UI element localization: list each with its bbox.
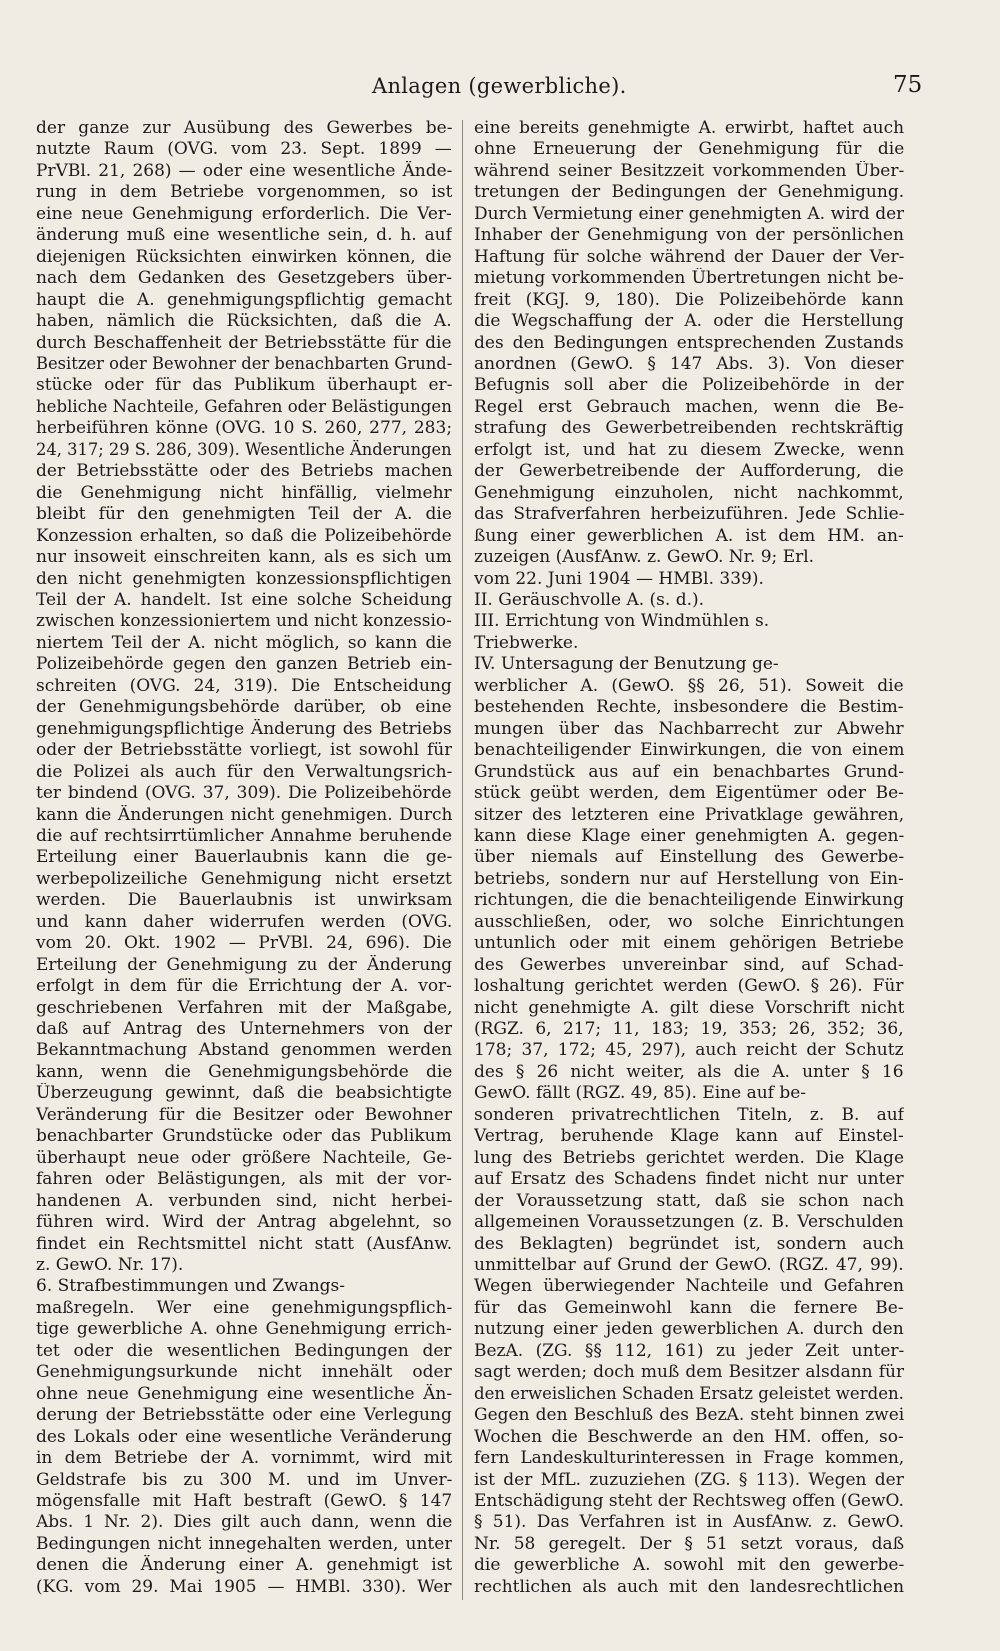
text-line: genehmigungspflichtige Änderung des Betriebs [36, 718, 452, 739]
text-line: rung in dem Betriebe vorgenommen, so ist [36, 182, 452, 203]
text-line: eine neue Genehmigung erforderlich. Die Ver- [36, 203, 452, 224]
text-line: haben, nämlich die Rücksichten, daß die A. [36, 311, 452, 332]
text-line: ohne Erneuerung der Genehmigung für die [474, 139, 904, 160]
text-line: des Gewerbes unvereinbar sind, auf Schad- [474, 954, 904, 975]
text-line: kann diese Klage einer genehmigten A. gegen- [474, 825, 904, 846]
text-line: ist der MfL. zuzuziehen (ZG. § 113). Wegen der [474, 1469, 904, 1490]
text-line: Haftung für solche während der Dauer der Ver- [474, 246, 904, 267]
text-line: Triebwerke. [474, 632, 579, 653]
text-line: lung des Betriebs gerichtet werden. Die Klage [474, 1147, 904, 1168]
text-line: das Strafverfahren herbeizuführen. Jede Schlie- [474, 504, 904, 525]
text-line: des Beklagten) begründet ist, sondern auch [474, 1233, 904, 1254]
text-line: Befugnis soll aber die Polizeibehörde in der [474, 375, 904, 396]
text-line: benachbarter Grundstücke oder das Publikum [36, 1126, 452, 1147]
text-line: den erweislichen Schaden Ersatz geleistet werden. [474, 1383, 904, 1404]
text-line: Entschädigung steht der Rechtsweg offen (GewO. [474, 1491, 904, 1511]
text-line: Vertrag, beruhende Klage kann auf Einstel- [474, 1126, 904, 1147]
text-line: BezA. (ZG. §§ 112, 161) zu jeder Zeit unter- [474, 1340, 904, 1361]
right-text-column [474, 118, 904, 1608]
text-line: Wegen überwiegender Nachteile und Gefahren [474, 1276, 904, 1297]
text-line: ohne neue Genehmigung eine wesentliche Än- [36, 1383, 452, 1404]
text-line: z. GewO. Nr. 17). [36, 1255, 184, 1276]
text-line: in dem Betriebe der A. vornimmt, wird mit [36, 1448, 452, 1469]
text-line: auf Ersatz des Schadens findet nicht nur unter [474, 1169, 904, 1190]
text-line: änderung muß eine wesentliche sein, d. h. auf [36, 225, 452, 246]
text-line: Veränderung für die Besitzer oder Bewohner [36, 1104, 452, 1125]
text-line: überhaupt neue oder größere Nachteile, Ge- [36, 1147, 452, 1168]
text-line: II. Geräuschvolle A. (s. d.). [474, 589, 705, 610]
text-line: freit (KGJ. 9, 180). Die Polizeibehörde kann [474, 289, 904, 310]
text-line: richtungen, die die benachteiligende Einwirkung [474, 890, 904, 911]
text-line: Durch Vermietung einer genehmigten A. wird der [474, 203, 904, 224]
text-line: stücke oder für das Publikum überhaupt er- [36, 375, 452, 396]
text-line: geschriebenen Verfahren mit der Maßgabe, [36, 997, 452, 1018]
text-line: Konzession erhalten, so daß die Polizeibehörde [36, 525, 452, 546]
text-line: kann, wenn die Genehmigungsbehörde die [36, 1061, 452, 1082]
text-line: stück geübt werden, dem Eigentümer oder Be- [474, 783, 904, 804]
text-line: fahren oder Belästigungen, als mit der vor- [36, 1169, 452, 1190]
text-line: 178; 37, 172; 45, 297), auch reicht der Schutz [474, 1040, 904, 1061]
text-line: und kann daher widerrufen werden (OVG. [36, 911, 452, 932]
text-line: bestehenden Rechte, insbesondere die Bestim- [474, 697, 904, 718]
text-line: kann die Änderungen nicht genehmigen. Durch [36, 804, 452, 825]
text-line: sitzer des letzteren eine Privatklage gewähren, [474, 804, 904, 825]
text-line: nutzte Raum (OVG. vom 23. Sept. 1899 — [36, 139, 452, 160]
text-line: nur insoweit einschreiten kann, als es sich um [36, 547, 452, 568]
text-line: werblicher A. (GewO. §§ 26, 51). Soweit die [474, 675, 904, 696]
text-line: schreiten (OVG. 24, 319). Die Entscheidung [36, 675, 452, 696]
text-line: während seiner Besitzzeit vorkommenden Über- [474, 160, 904, 181]
text-line: maßregeln. Wer eine genehmigungspflich- [36, 1297, 452, 1318]
text-line: erfolgt ist, und hat zu diesem Zwecke, wenn [474, 439, 904, 460]
text-line: den nicht genehmigten konzessionspflichtigen [36, 568, 452, 589]
text-line: GewO. fällt (RGZ. 49, 85). Eine auf be- [474, 1083, 807, 1104]
text-line: zuzeigen (AusfAnw. z. GewO. Nr. 9; Erl. [474, 547, 815, 568]
text-line: der Betriebsstätte oder des Betriebs machen [36, 461, 452, 482]
text-line: Polizeibehörde gegen den ganzen Betrieb ein- [36, 654, 452, 675]
text-line: Gegen den Beschluß des BezA. steht binnen zwei [474, 1405, 904, 1426]
text-line: derung der Betriebsstätte oder eine Verlegung [36, 1405, 452, 1426]
left-text-column [36, 118, 452, 1608]
column-divider [462, 120, 463, 1600]
text-line: findet ein Rechtsmittel nicht statt (AusfAnw. [36, 1233, 452, 1254]
text-line: über niemals auf Einstellung des Gewerbe- [474, 847, 904, 868]
text-line: werden. Die Bauerlaubnis ist unwirksam [36, 890, 452, 911]
text-line: oder der Betriebsstätte vorliegt, ist sowohl für [36, 740, 452, 761]
text-line: untunlich oder mit einem gehörigen Betriebe [474, 933, 904, 954]
text-line: mögensfalle mit Haft bestraft (GewO. § 147 [36, 1491, 452, 1511]
text-line: ter bindend (OVG. 37, 309). Die Polizeibehörde [36, 783, 452, 804]
text-line: vom 22. Juni 1904 — HMBl. 339). [474, 568, 764, 589]
running-title: Anlagen (gewerbliche). [372, 74, 627, 98]
text-line: des den Bedingungen entsprechenden Zustands [474, 332, 904, 353]
text-line: durch Beschaffenheit der Betriebsstätte für die [36, 332, 452, 353]
text-line: herbeiführen könne (OVG. 10 S. 260, 277, 283; [36, 418, 452, 439]
text-line: des Lokals oder eine wesentliche Veränderung [36, 1426, 452, 1447]
text-line: diejenigen Rücksichten einwirken können, die [36, 246, 452, 267]
text-line: Grundstück aus auf ein benachbartes Grund- [474, 761, 904, 782]
text-line: des § 26 nicht weiter, als die A. unter § 16 [474, 1061, 904, 1082]
text-line: Erteilung der Genehmigung zu der Änderung [36, 954, 452, 975]
text-line: Genehmigung einzuholen, nicht nachkommt, [474, 482, 904, 503]
text-line: unmittelbar auf Grund der GewO. (RGZ. 47, 99). [474, 1255, 904, 1276]
text-line: vom 20. Okt. 1902 — PrVBl. 24, 696). Die [36, 933, 452, 954]
page-number: 75 [893, 72, 923, 98]
text-line: tet oder die wesentlichen Bedingungen der [36, 1340, 452, 1361]
text-line: der Voraussetzung statt, daß sie schon nach [474, 1190, 904, 1211]
text-line: werbepolizeiliche Genehmigung nicht ersetzt [36, 868, 452, 889]
text-line: zwischen konzessioniertem und nicht konzessio- [36, 611, 452, 632]
text-line: Besitzer oder Bewohner der benachbarten Grund- [36, 353, 452, 374]
text-line: denen die Änderung einer A. genehmigt ist [36, 1555, 452, 1576]
text-line: loshaltung gerichtet werden (GewO. § 26). Für [474, 976, 904, 997]
text-line: III. Errichtung von Windmühlen s. [474, 611, 770, 632]
text-line: sonderen privatrechtlichen Titeln, z. B. auf [474, 1104, 904, 1125]
text-line: Regel erst Gebrauch machen, wenn die Be- [474, 396, 904, 417]
text-line: führen wird. Wird der Antrag abgelehnt, so [36, 1212, 452, 1233]
text-line: Teil der A. handelt. Ist eine solche Scheidung [36, 589, 452, 610]
text-line: fern Landeskulturinteressen in Frage kommen, [474, 1448, 904, 1469]
text-line: ßung einer gewerblichen A. ist dem HM. an- [474, 525, 904, 546]
text-line: niertem Teil der A. nicht möglich, so kann die [36, 632, 452, 653]
text-line: (RGZ. 6, 217; 11, 183; 19, 353; 26, 352; 36, [474, 1019, 904, 1040]
text-line: der Genehmigungsbehörde darüber, ob eine [36, 697, 452, 718]
text-line: Überzeugung gewinnt, daß die beabsichtigte [36, 1083, 452, 1104]
text-line: ausschließen, oder, wo solche Einrichtungen [474, 911, 904, 932]
text-line: mungen über das Nachbarrecht zur Abwehr [474, 718, 904, 739]
text-line: daß auf Antrag des Unternehmers von der [36, 1019, 452, 1040]
text-line: die auf rechtsirrtümlicher Annahme beruhende [36, 825, 452, 846]
text-line: hebliche Nachteile, Gefahren oder Belästigungen [36, 396, 452, 417]
text-line: die Polizei als auch für den Verwaltungsrich- [36, 761, 452, 782]
text-line: nach dem Gedanken des Gesetzgebers über- [36, 268, 452, 289]
text-line: Inhaber der Genehmigung von der persönlichen [474, 225, 904, 246]
text-line: (KG. vom 29. Mai 1905 — HMBl. 330). Wer [36, 1576, 452, 1597]
text-line: Geldstrafe bis zu 300 M. und im Unver- [36, 1469, 452, 1490]
text-line: 24, 317; 29 S. 286, 309). Wesentliche Änderungen [36, 439, 452, 460]
text-line: Bekanntmachung Abstand genommen werden [36, 1040, 452, 1061]
text-line: Nr. 58 geregelt. Der § 51 setzt voraus, daß [474, 1533, 904, 1554]
text-line: der Gewerbetreibende der Aufforderung, die [474, 461, 904, 482]
text-line: mietung vorkommenden Übertretungen nicht be- [474, 268, 904, 289]
text-line: allgemeinen Voraussetzungen (z. B. Verschulden [474, 1212, 904, 1233]
text-line: rechtlichen als auch mit den landesrechtlichen [474, 1576, 904, 1597]
text-line: Abs. 1 Nr. 2). Dies gilt auch dann, wenn die [36, 1512, 452, 1533]
text-line: Erteilung einer Bauerlaubnis kann die ge- [36, 847, 452, 868]
text-line: strafung des Gewerbetreibenden rechtskräftig [474, 418, 904, 439]
text-line: benachteiligender Einwirkungen, die von einem [474, 740, 904, 761]
text-line: Wochen die Beschwerde an den HM. offen, so- [474, 1426, 904, 1447]
page-header [0, 68, 1000, 108]
text-line: tige gewerbliche A. ohne Genehmigung errich- [36, 1319, 452, 1340]
text-line: haupt die A. genehmigungspflichtig gemacht [36, 289, 452, 310]
text-line: IV. Untersagung der Benutzung ge- [474, 654, 779, 675]
text-line: Bedingungen nicht innegehalten werden, unter [36, 1533, 452, 1554]
text-line: nutzung einer jeden gewerblichen A. durch den [474, 1319, 904, 1340]
text-line: handenen A. verbunden sind, nicht herbei- [36, 1190, 452, 1211]
text-line: betriebs, sondern nur auf Herstellung von Ein- [474, 868, 904, 889]
text-line: PrVBl. 21, 268) — oder eine wesentliche Ände- [36, 160, 452, 181]
text-line: der ganze zur Ausübung des Gewerbes be- [36, 118, 452, 138]
text-line: 6. Strafbestimmungen und Zwangs- [36, 1276, 346, 1297]
text-line: die gewerbliche A. sowohl mit den gewerbe- [474, 1555, 904, 1576]
text-line: anordnen (GewO. § 147 Abs. 3). Von dieser [474, 353, 904, 374]
text-line: für das Gemeinwohl kann die fernere Be- [474, 1297, 904, 1318]
text-line: § 51). Das Verfahren ist in AusfAnw. z. GewO. [474, 1512, 904, 1533]
text-line: bleibt für den genehmigten Teil der A. die [36, 504, 452, 525]
text-line: die Genehmigung nicht hinfällig, vielmehr [36, 482, 452, 503]
text-line: erfolgt in dem für die Errichtung der A. vor- [36, 976, 452, 997]
text-line: sagt werden; doch muß dem Besitzer alsdann für [474, 1362, 904, 1383]
text-line: tretungen der Bedingungen der Genehmigung. [474, 182, 904, 203]
text-line: die Wegschaffung der A. oder die Herstellung [474, 311, 904, 332]
text-line: Genehmigungsurkunde nicht innehält oder [36, 1362, 452, 1383]
text-line: nicht genehmigte A. gilt diese Vorschrift nicht [474, 997, 904, 1018]
text-line: eine bereits genehmigte A. erwirbt, haftet auch [474, 118, 904, 138]
